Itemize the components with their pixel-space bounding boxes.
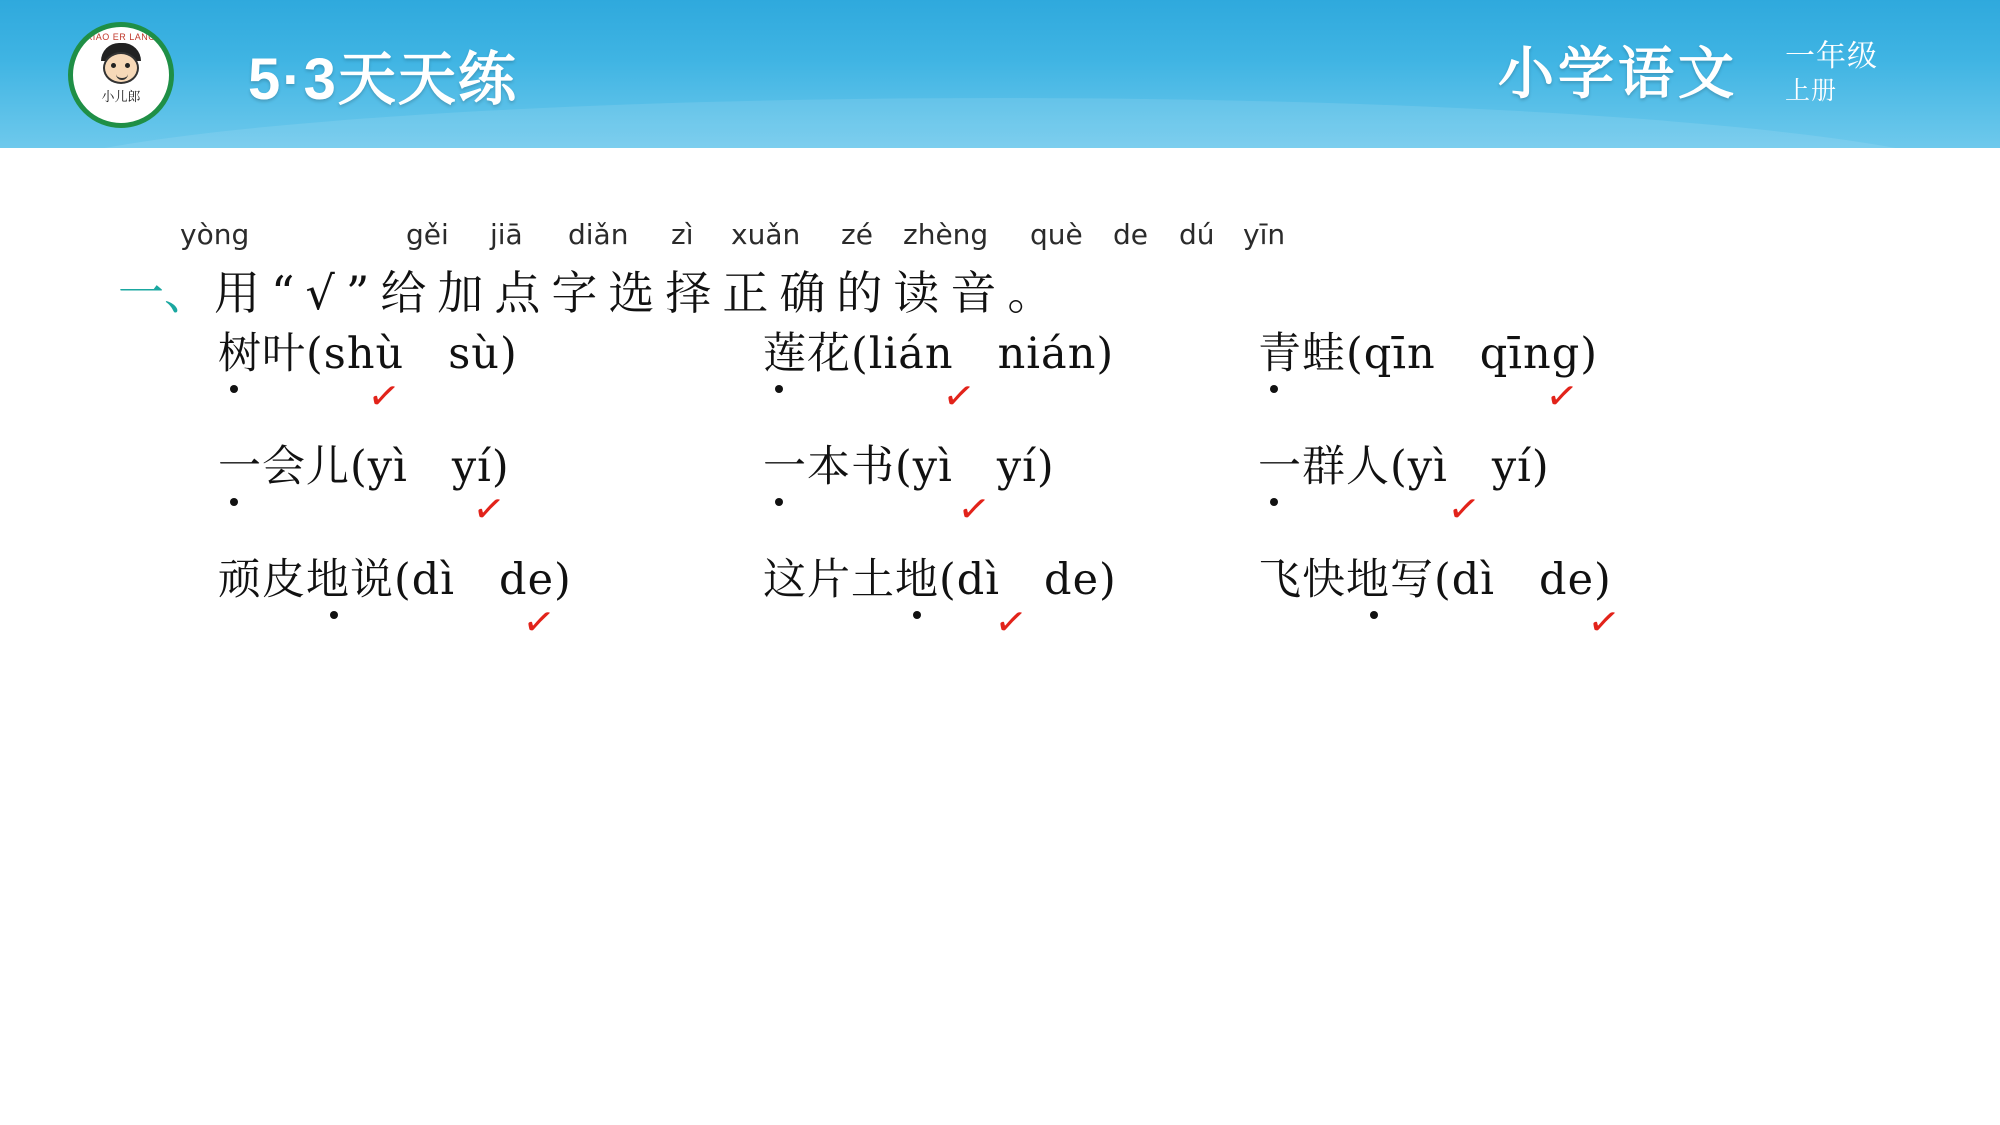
emphasis-dot-icon xyxy=(1370,611,1378,619)
grade-volume: 上册 xyxy=(1785,76,1838,105)
question-pinyin-token: què xyxy=(1030,218,1083,251)
boy-face-icon xyxy=(95,43,147,89)
grade-level: 一年级 xyxy=(1785,40,1878,73)
question-pinyin-token: zé xyxy=(841,218,873,251)
question-pinyin-token: de xyxy=(1113,218,1148,251)
checkmark-icon[interactable]: ✓ xyxy=(940,371,978,421)
answer-text: 青蛙(qīn qīng) xyxy=(1258,329,1599,379)
answer-text: 一本书(yì yí) xyxy=(763,442,1055,492)
brand-logo xyxy=(68,22,174,128)
answer-text: 一会儿(yì yí) xyxy=(218,442,510,492)
answer-row xyxy=(218,442,1958,559)
question-number: 一、 xyxy=(118,266,210,320)
emphasis-dot-icon xyxy=(230,385,238,393)
answer-item[interactable] xyxy=(218,442,510,534)
answer-grid xyxy=(218,329,1958,672)
checkmark-icon[interactable]: ✓ xyxy=(955,484,993,534)
question-pinyin-token: xuǎn xyxy=(731,218,801,251)
question-pinyin-token: zhèng xyxy=(903,218,989,251)
answer-item[interactable] xyxy=(763,329,1115,421)
question-heading-row xyxy=(118,254,1918,320)
answer-text: 这片土地(dì de) xyxy=(763,555,1117,605)
question-pinyin-token: dú xyxy=(1179,218,1215,251)
answer-text: 顽皮地说(dì de) xyxy=(218,555,572,605)
answer-item[interactable] xyxy=(763,555,1117,647)
checkmark-icon[interactable]: ✓ xyxy=(470,484,508,534)
emphasis-dot-icon xyxy=(1270,385,1278,393)
checkmark-icon[interactable]: ✓ xyxy=(365,371,403,421)
page-title: 用“√”给加点字选择正确的读音。 xyxy=(214,266,1065,320)
checkmark-icon[interactable]: ✓ xyxy=(992,597,1030,647)
answer-text: 飞快地写(dì de) xyxy=(1258,555,1612,605)
answer-row xyxy=(218,555,1958,672)
answer-item[interactable] xyxy=(1258,329,1599,421)
question-pinyin-token: yīn xyxy=(1243,218,1286,251)
logo-bottom-text: 小儿郎 xyxy=(101,89,141,104)
answer-row xyxy=(218,329,1958,446)
subject-title: 小学语文 xyxy=(1498,42,1738,105)
question-pinyin-token: zì xyxy=(671,218,694,251)
question-pinyin-token: diǎn xyxy=(568,218,629,251)
answer-text: 一群人(yì yí) xyxy=(1258,442,1550,492)
answer-item[interactable] xyxy=(763,442,1055,534)
question-pinyin-token: yòng xyxy=(180,218,250,251)
emphasis-dot-icon xyxy=(775,498,783,506)
answer-item[interactable] xyxy=(1258,555,1623,647)
checkmark-icon[interactable]: ✓ xyxy=(1445,484,1483,534)
emphasis-dot-icon xyxy=(775,385,783,393)
question-pinyin-row xyxy=(118,218,1918,254)
brand-title: 5·3天天练 xyxy=(248,47,518,112)
answer-item[interactable] xyxy=(218,555,572,647)
answer-item[interactable] xyxy=(218,329,518,421)
question-pinyin-token: jiā xyxy=(490,218,523,251)
answer-item[interactable] xyxy=(1258,442,1550,534)
page-header xyxy=(0,0,2000,148)
emphasis-dot-icon xyxy=(1270,498,1278,506)
answer-text: 树叶(shù sù) xyxy=(218,329,518,379)
worksheet-body xyxy=(0,148,2000,1125)
answer-text: 莲花(lián nián) xyxy=(763,329,1115,379)
emphasis-dot-icon xyxy=(913,611,921,619)
grade-info xyxy=(1785,38,1878,107)
checkmark-icon[interactable]: ✓ xyxy=(520,597,558,647)
logo-top-text: XIAO ER LANG xyxy=(86,32,156,42)
checkmark-icon[interactable]: ✓ xyxy=(1543,371,1581,421)
emphasis-dot-icon xyxy=(330,611,338,619)
checkmark-icon[interactable]: ✓ xyxy=(1585,597,1623,647)
question-pinyin-token: gěi xyxy=(406,218,449,251)
question-1 xyxy=(118,218,1918,320)
emphasis-dot-icon xyxy=(230,498,238,506)
